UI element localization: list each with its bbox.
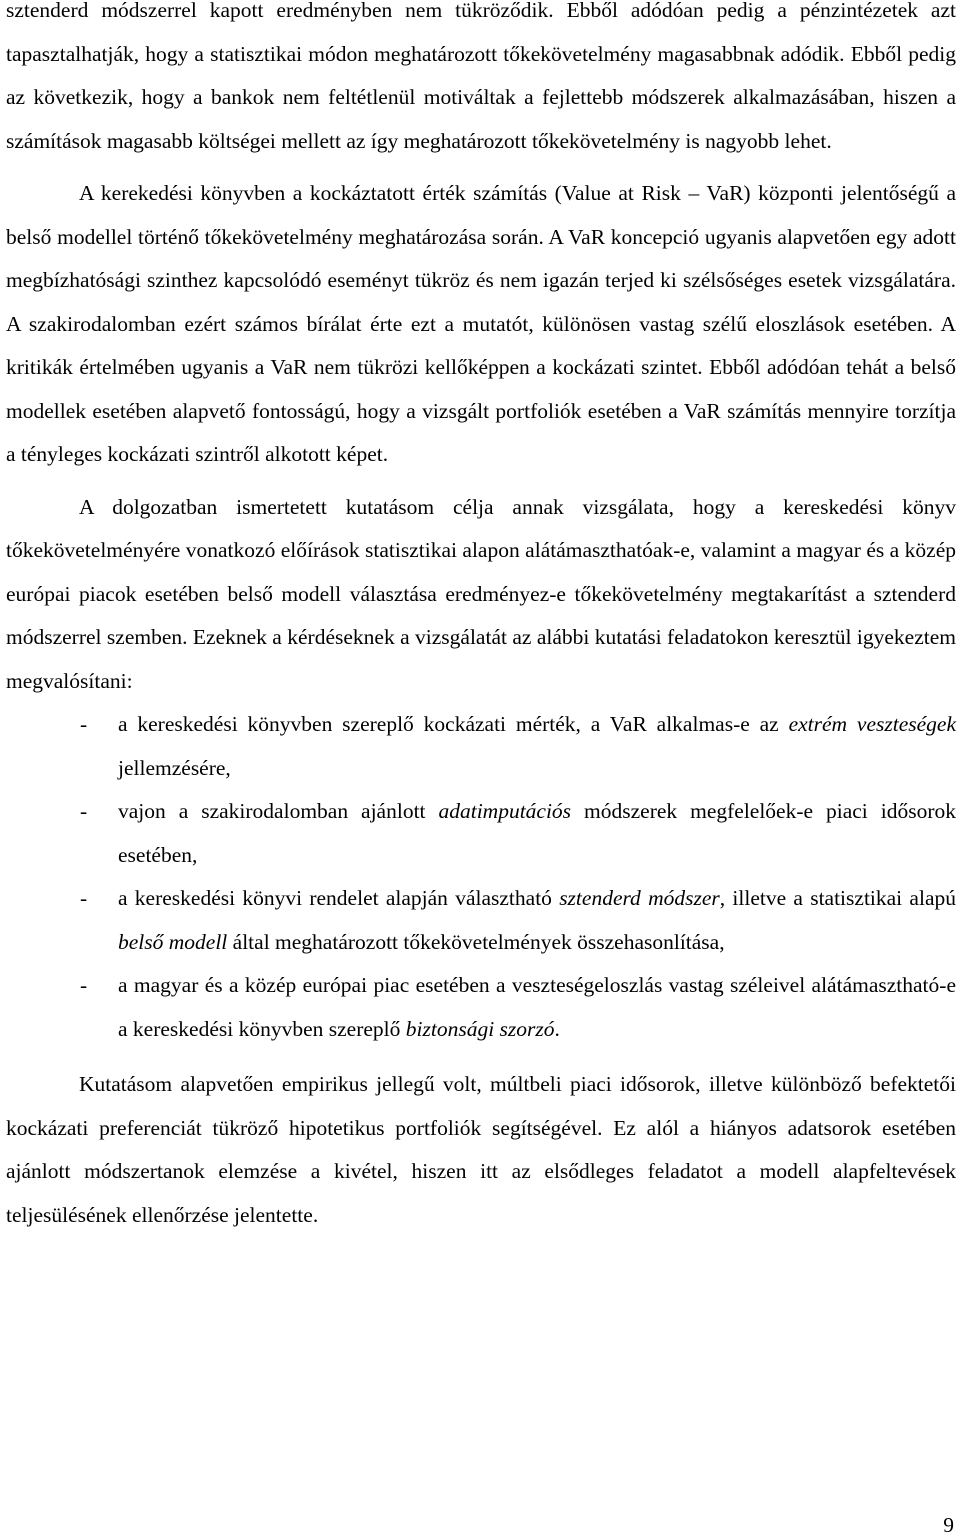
paragraph-4: Kutatásom alapvetően empirikus jellegű volt, múltbeli piaci idősorok, illetve különböző befektetői kockázati preferenciát tükröző hipotetikus portfoliók segítségével. Ez alól a hiányos adatsorok esetében ajánlott módszertanok elemzése a kivétel, hiszen itt az elsődleges feladatot a modell alapfeltevések teljesülésének ellenőrzése jelentette. (6, 1072, 956, 1227)
paragraph-3: A dolgozatban ismertetett kutatásom célja annak vizsgálata, hogy a kereskedési könyv tőkekövetelményére vonatkozó előírások statisztikai alapon alátámaszthatóak-e, valamint a magyar és a közép európai piacok esetében belső modell választása eredményez-e tőkekövetelmény megtakarítást a sztenderd módszerrel szemben. Ezeknek a kérdéseknek a vizsgálatát az alábbi kutatási feladatokon keresztül igyekeztem megvalósítani: (6, 494, 956, 693)
list-dash: - (80, 886, 88, 910)
list-item-emphasis: biztonsági szorzó (405, 1016, 555, 1041)
list-item-text: , illetve a statisztikai alapú (719, 886, 956, 910)
list-dash: - (80, 712, 88, 736)
list-item-text: által meghatározott tőkekövetelmények összehasonlítása, (227, 929, 725, 954)
list-item-text: a kereskedési könyvi rendelet alapján választható (118, 886, 560, 910)
paragraph-2: A kerekedési könyvben a kockáztatott érték számítás (Value at Risk – VaR) központi jelentőségű a belső modellel történő tőkekövetelmény meghatározása során. A VaR koncepció ugyanis alapvetően egy adott megbízhatósági szinthez kapcsolódó eseményt tükröz és nem igazán terjed ki szélsőséges esetek vizsgálatára. A szakirodalomban ezért számos bírálat érte ezt a mutatót, különösen vastag szélű eloszlások esetében. A kritikák értelmében ugyanis a VaR nem tükrözi kellőképpen a kockázati szintet. Ebből adódóan tehát a belső modellek esetében alapvető fontosságú, hogy a vizsgált portfoliók esetében a VaR számítás mennyire torzítja a tényleges kockázati szintről alkotott képet. (6, 181, 956, 466)
list-item (6, 790, 956, 877)
page-number: 9 (943, 1513, 954, 1537)
list-item-emphasis: sztenderd módszer (559, 886, 720, 910)
list-item-emphasis: extrém veszteségek (788, 712, 957, 736)
list-item-text: vajon a szakirodalomban ajánlott (118, 799, 439, 823)
list-item (6, 877, 956, 964)
list-item (6, 703, 956, 790)
document-page (6, 0, 956, 1237)
list-item (6, 964, 956, 1051)
paragraph-1: sztenderd módszerrel kapott eredményben nem tükröződik. Ebből adódóan pedig a pénzintézetek azt tapasztalhatják, hogy a statisztikai módon meghatározott tőkekövetelmény magasabbnak adódik. Ebből pedig az következik, hogy a bankok nem feltétlenül motiváltak a fejlettebb módszerek alkalmazásában, hiszen a számítások magasabb költségei mellett az így meghatározott tőkekövetelmény is nagyobb lehet. (6, 0, 956, 153)
list-item-text: módszerek megfelelőek-e piaci idősorok esetében, (118, 799, 956, 867)
list-item-text: a kereskedési könyvben szereplő kockázati mérték, a VaR alkalmas-e az (118, 712, 789, 736)
list-item-text: . (554, 1016, 560, 1041)
research-task-list (6, 703, 956, 1051)
list-dash: - (80, 973, 88, 997)
list-item-text: jellemzésére, (118, 755, 231, 780)
list-item-emphasis: adatimputációs (438, 799, 572, 823)
list-item-emphasis: belső modell (118, 929, 228, 954)
list-item-text: a magyar és a közép európai piac esetében a veszteségeloszlás vastag széleivel alátámasztható-e a kereskedési könyvben szereplő (118, 973, 956, 1041)
list-dash: - (80, 799, 88, 823)
